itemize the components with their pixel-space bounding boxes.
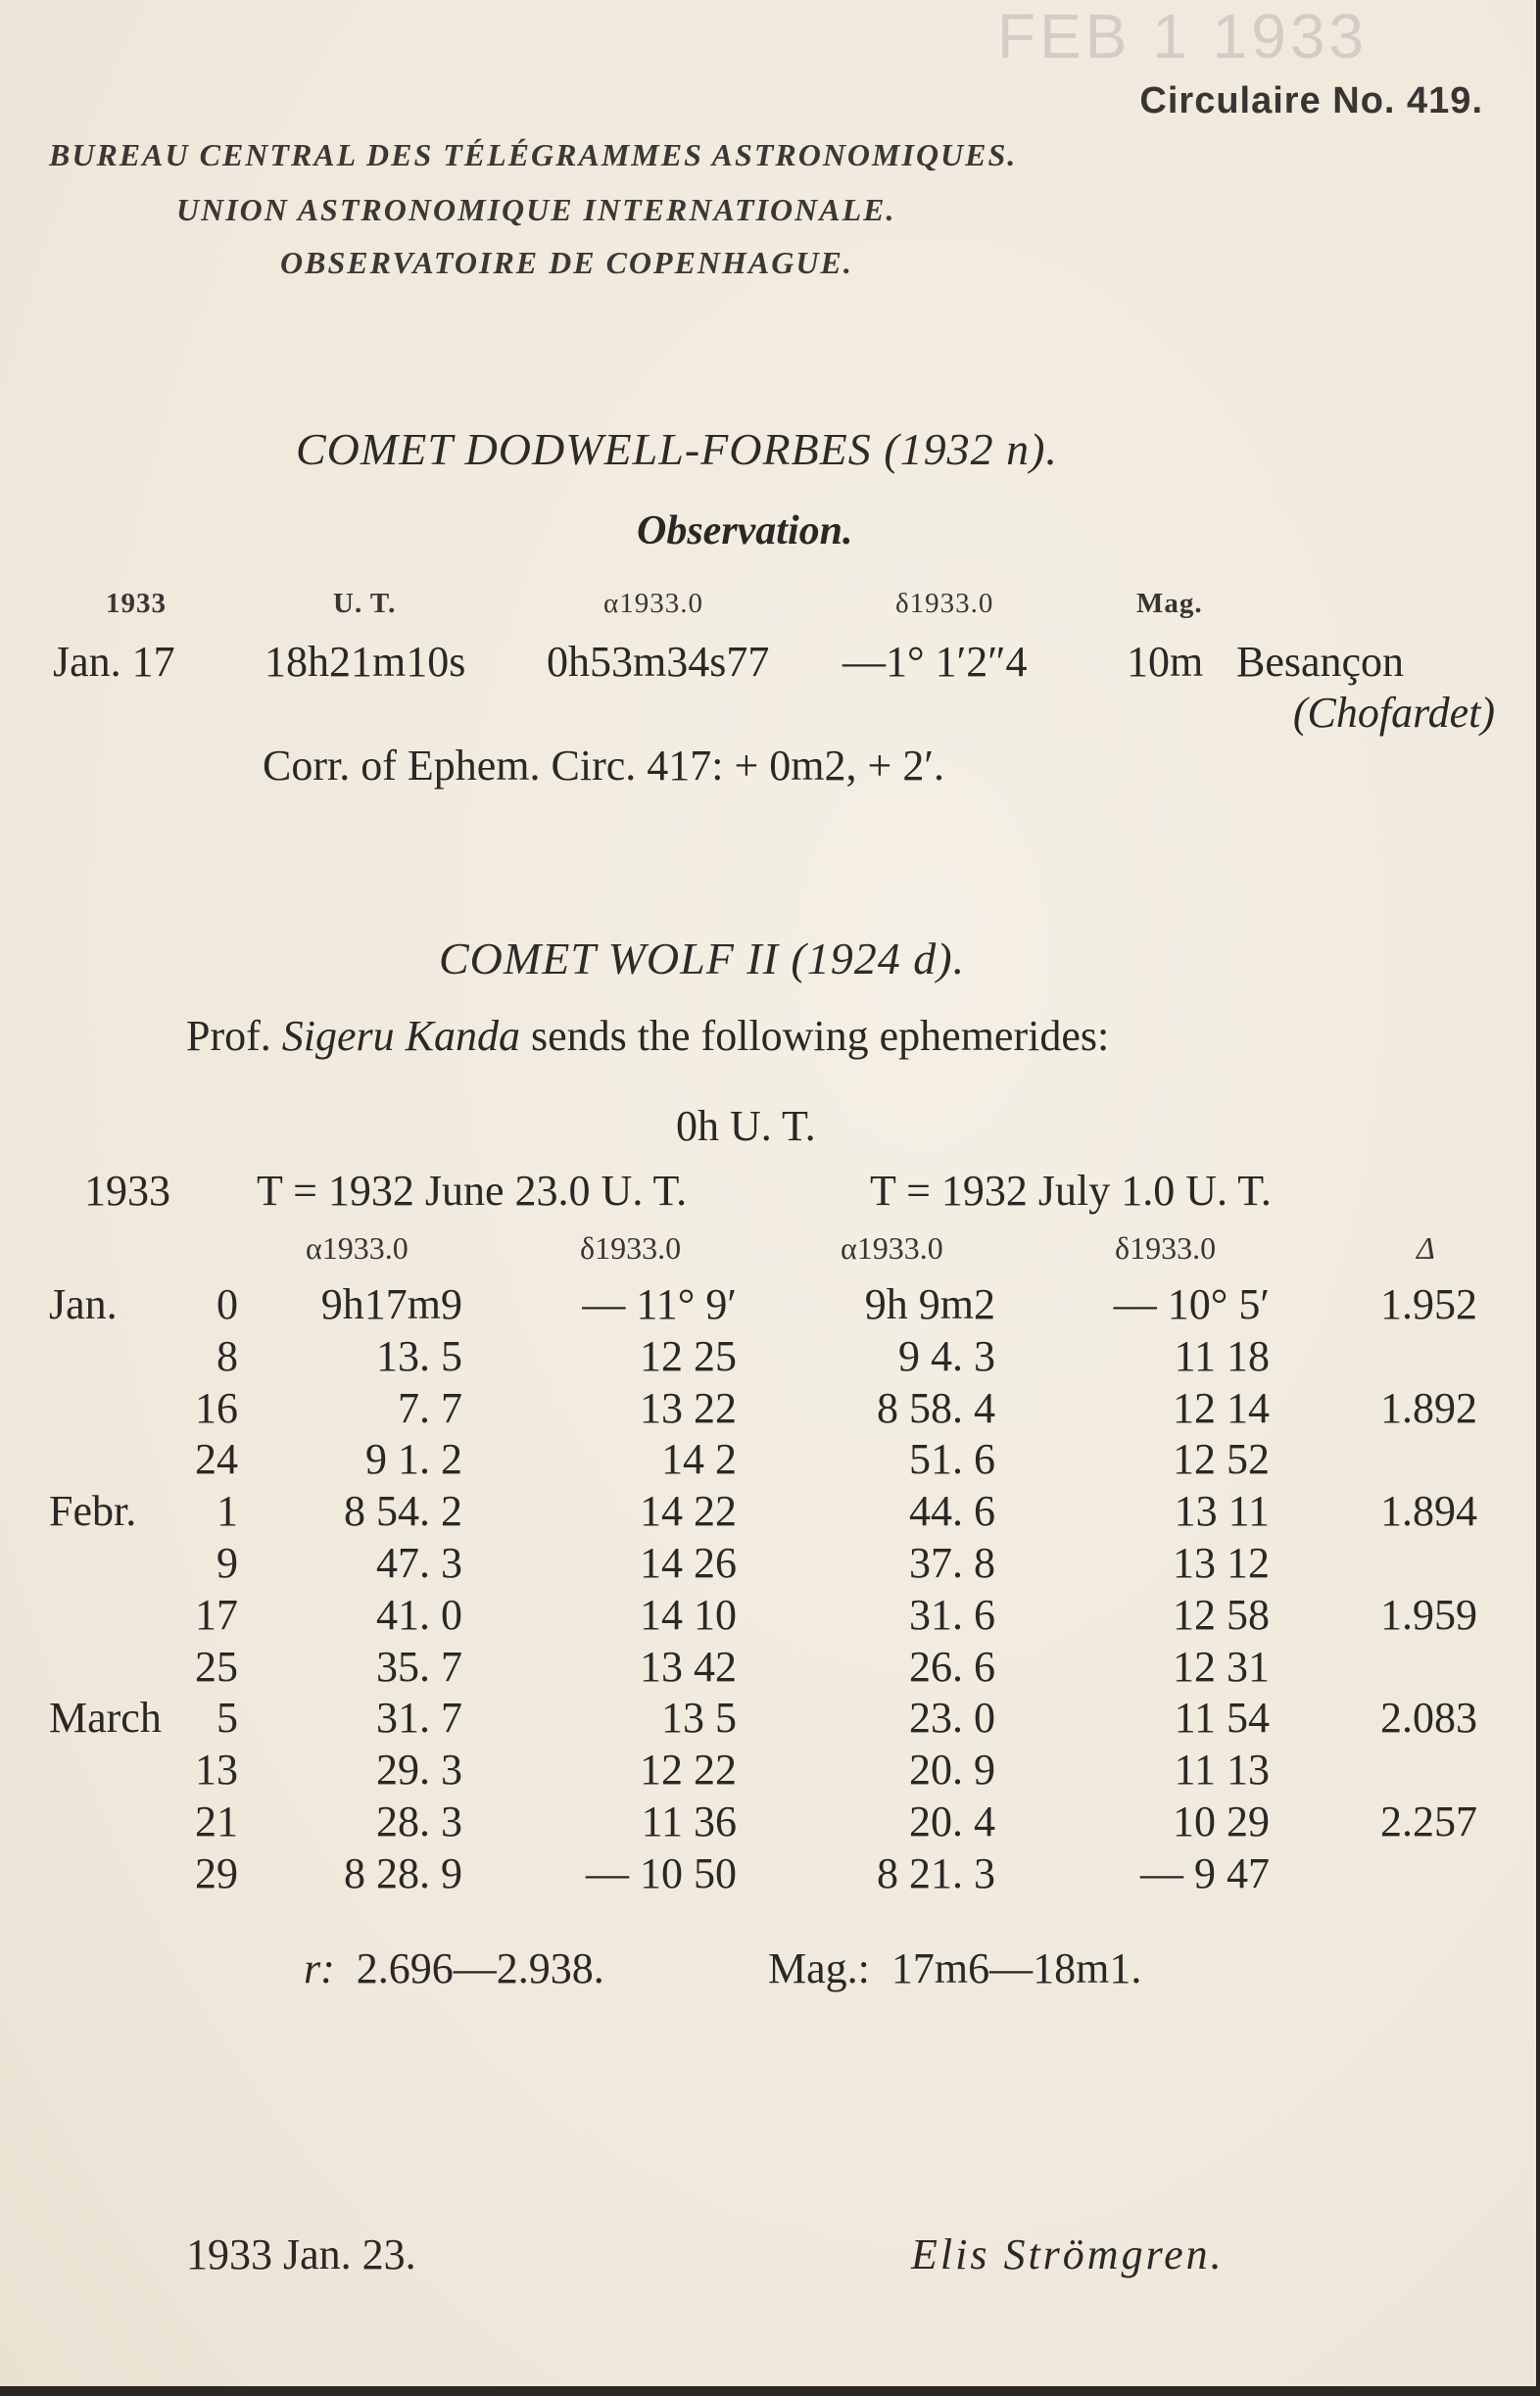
row-delta1: 11 36	[641, 1797, 737, 1845]
row-delta1: 13 42	[640, 1642, 737, 1691]
row-alpha2: 20. 4	[909, 1797, 995, 1845]
obs-delta: —1° 1′2″4	[842, 638, 1028, 686]
ephemeris-epoch: 0h U. T.	[676, 1102, 816, 1150]
row-delta2: 11 18	[1174, 1331, 1270, 1380]
row-alpha2: 8 21. 3	[877, 1848, 995, 1897]
row-delta2: 11 54	[1174, 1694, 1270, 1743]
row-day: 5	[217, 1694, 238, 1743]
bureau-header: BUREAU CENTRAL DES TÉLÉGRAMMES ASTRONOMIQUES.	[49, 137, 1018, 172]
intro-name: Sigeru Kanda	[281, 1012, 521, 1060]
row-alpha2: 20. 9	[909, 1746, 995, 1795]
magnitude-value: 17m6—18m1.	[890, 1944, 1142, 1992]
row-alpha1: 35. 7	[376, 1642, 462, 1691]
row-distance: 1.959	[1380, 1590, 1477, 1639]
row-alpha2: 8 58. 4	[877, 1383, 995, 1432]
row-month: Febr.	[49, 1487, 137, 1536]
row-distance: 1.894	[1380, 1487, 1477, 1536]
obs-col-mag: Mag.	[1136, 588, 1203, 619]
row-day: 9	[217, 1539, 238, 1587]
obs-alpha: 0h53m34s77	[547, 638, 770, 686]
row-delta2: 11 13	[1174, 1746, 1270, 1795]
row-delta1: — 10 50	[586, 1848, 737, 1897]
obs-place: Besançon	[1236, 638, 1405, 686]
col-distance: Δ	[1417, 1230, 1435, 1266]
obs-time: 18h21m10s	[265, 638, 466, 686]
row-delta1: 14 10	[640, 1590, 737, 1639]
row-day: 1	[217, 1487, 238, 1536]
perihelion-T1: T = 1932 June 23.0 U. T.	[257, 1167, 688, 1215]
union-header: UNION ASTRONOMIQUE INTERNATIONALE.	[176, 192, 896, 227]
obs-date: Jan. 17	[53, 638, 175, 686]
row-alpha2: 31. 6	[909, 1590, 995, 1639]
row-day: 13	[195, 1746, 238, 1795]
ephemeris-correction: Corr. of Ephem. Circ. 417: + 0m2, + 2′.	[263, 742, 944, 790]
row-alpha1: 8 28. 9	[344, 1848, 462, 1897]
ephemeris-year: 1933	[84, 1167, 170, 1215]
row-delta2: 12 58	[1173, 1590, 1270, 1639]
magnitude-label: Mag.:	[768, 1944, 870, 1992]
row-distance: 2.257	[1380, 1797, 1477, 1845]
row-alpha1: 7. 7	[398, 1383, 462, 1432]
row-delta1: 12 25	[640, 1331, 737, 1380]
row-delta1: 14 2	[661, 1435, 737, 1484]
obs-col-alpha: α1933.0	[603, 588, 703, 619]
radius-line	[304, 1943, 604, 1993]
row-day: 24	[195, 1435, 238, 1484]
row-day: 0	[217, 1280, 238, 1328]
row-delta2: 13 11	[1174, 1487, 1270, 1536]
row-delta2: 12 52	[1173, 1435, 1270, 1484]
row-delta1: 14 26	[640, 1539, 737, 1587]
row-month: March	[49, 1694, 162, 1743]
obs-mag: 10m	[1127, 638, 1204, 686]
row-alpha1: 29. 3	[376, 1746, 462, 1795]
circular-number: Circulaire No. 419.	[1139, 80, 1483, 121]
row-alpha1: 47. 3	[376, 1539, 462, 1587]
row-alpha2: 44. 6	[909, 1487, 995, 1536]
row-month: Jan.	[49, 1280, 118, 1328]
signature: Elis Strömgren.	[911, 2230, 1225, 2278]
row-delta2: 12 14	[1173, 1383, 1270, 1432]
observatory-header: OBSERVATOIRE DE COPENHAGUE.	[280, 245, 853, 280]
row-distance: 2.083	[1380, 1694, 1477, 1743]
comet1-subtitle: Observation.	[637, 508, 853, 553]
radius-label: r:	[304, 1944, 335, 1992]
row-distance: 1.952	[1380, 1280, 1477, 1328]
row-day: 21	[195, 1797, 238, 1845]
row-day: 29	[195, 1848, 238, 1897]
row-alpha2: 9 4. 3	[898, 1331, 995, 1380]
intro-suffix: sends the following ephemerides:	[531, 1012, 1110, 1060]
row-day: 8	[217, 1331, 238, 1380]
row-distance: 1.892	[1380, 1383, 1477, 1432]
row-day: 16	[195, 1383, 238, 1432]
row-delta2: 12 31	[1173, 1642, 1270, 1691]
magnitude-line	[768, 1943, 1141, 1993]
row-alpha1: 13. 5	[376, 1331, 462, 1380]
col-delta1: δ1933.0	[580, 1230, 682, 1266]
obs-col-ut: U. T.	[333, 588, 397, 619]
row-alpha1: 41. 0	[376, 1590, 462, 1639]
comet1-title: COMET DODWELL-FORBES (1932 n).	[296, 424, 1058, 474]
col-delta2: δ1933.0	[1115, 1230, 1217, 1266]
row-delta1: 14 22	[640, 1487, 737, 1536]
radius-value: 2.696—2.938.	[356, 1944, 604, 1992]
obs-col-year: 1933	[106, 588, 167, 619]
row-alpha2: 37. 8	[909, 1539, 995, 1587]
row-day: 25	[195, 1642, 238, 1691]
col-alpha1: α1933.0	[306, 1230, 409, 1266]
row-alpha2: 23. 0	[909, 1694, 995, 1743]
row-day: 17	[195, 1590, 238, 1639]
row-delta2: 10 29	[1173, 1797, 1270, 1845]
issue-date: 1933 Jan. 23.	[186, 2230, 416, 2278]
row-delta2: — 10° 5′	[1113, 1280, 1270, 1328]
intro-line	[186, 1011, 1109, 1061]
row-alpha1: 28. 3	[376, 1797, 462, 1845]
obs-col-delta: δ1933.0	[895, 588, 994, 619]
row-alpha1: 31. 7	[376, 1694, 462, 1743]
row-alpha1: 9h17m9	[320, 1280, 462, 1328]
row-alpha1: 9 1. 2	[365, 1435, 462, 1484]
row-alpha2: 9h 9m2	[864, 1280, 995, 1328]
obs-observer: (Chofardet)	[1292, 689, 1495, 737]
row-delta1: 13 22	[640, 1383, 737, 1432]
row-delta1: 12 22	[640, 1746, 737, 1795]
row-delta2: — 9 47	[1140, 1848, 1270, 1897]
comet2-title: COMET WOLF II (1924 d).	[439, 934, 966, 983]
row-alpha2: 26. 6	[909, 1642, 995, 1691]
row-delta2: 13 12	[1173, 1539, 1270, 1587]
perihelion-T2: T = 1932 July 1.0 U. T.	[870, 1167, 1272, 1215]
row-delta1: — 11° 9′	[582, 1280, 737, 1328]
col-alpha2: α1933.0	[841, 1230, 943, 1266]
row-delta1: 13 5	[661, 1694, 737, 1743]
row-alpha1: 8 54. 2	[344, 1487, 462, 1536]
row-alpha2: 51. 6	[909, 1435, 995, 1484]
received-date-stamp: FEB 1 1933	[997, 1, 1368, 72]
intro-prefix: Prof.	[186, 1012, 271, 1060]
